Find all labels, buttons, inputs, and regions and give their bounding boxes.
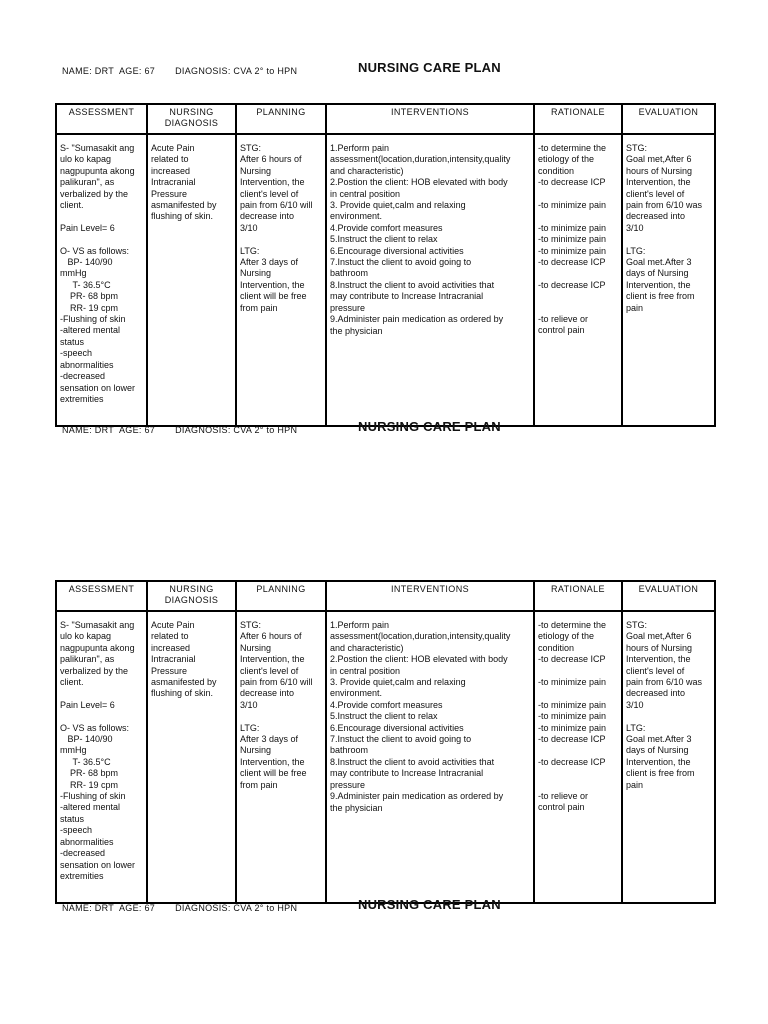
- patient-meta: [62, 903, 297, 913]
- cell-line: mmHg: [60, 745, 87, 756]
- name-age: NAME: DRT AGE: 67: [62, 66, 156, 76]
- cell-line: PR- 68 bpm: [60, 768, 119, 779]
- col-planning: PLANNING: [236, 581, 326, 611]
- cell-line: in central position: [330, 188, 401, 199]
- cell-line: etiology of the: [538, 154, 595, 165]
- cell-line: may contribute to Increase Intracranial: [330, 291, 484, 302]
- cell-line: the physician: [330, 802, 383, 813]
- col-nursing-diagnosis: NURSING DIAGNOSIS: [147, 581, 236, 611]
- cell-line: Goal met.After 3: [626, 257, 692, 268]
- cell-line: pressure: [330, 779, 366, 790]
- cell-line: [60, 688, 143, 699]
- col-evaluation: EVALUATION: [622, 581, 715, 611]
- cell-line: [60, 234, 143, 245]
- cell-line: status: [60, 336, 85, 347]
- cell-line: -to minimize pain: [538, 699, 607, 710]
- cell-line: STG:: [626, 620, 648, 630]
- cell-line: Pain Level= 6: [60, 222, 115, 233]
- cell-line: -decreased: [60, 848, 106, 859]
- cell-line: assessment(location,duration,intensity,quality: [330, 631, 511, 642]
- col-interventions: INTERVENTIONS: [326, 104, 534, 134]
- cell-line: client will be free: [240, 291, 307, 302]
- cell-line: asmanifested by: [151, 677, 217, 688]
- cell-line: LTG:: [240, 245, 260, 256]
- patient-meta: [62, 66, 297, 76]
- cell-line: S- "Sumasakit ang: [60, 620, 135, 630]
- cell-line: flushing of skin.: [151, 688, 214, 699]
- cell-line: Intracranial: [151, 654, 196, 665]
- cell-line: verbalized by the: [60, 188, 129, 199]
- cell-line: 3/10: [240, 699, 258, 710]
- cell-line: environment.: [330, 688, 383, 699]
- cell-line: asmanifested by: [151, 200, 217, 211]
- cell-line: client will be free: [240, 768, 307, 779]
- cell-line: 6.Encourage diversional activities: [330, 245, 464, 256]
- cell-line: decreased into: [626, 211, 686, 222]
- diagnosis-text: DIAGNOSIS: CVA 2° to HPN: [175, 903, 298, 913]
- cell-line: Intervention, the: [240, 177, 305, 188]
- cell-line: ulo ko kapag: [60, 154, 112, 165]
- cell-line: STG:: [240, 143, 262, 153]
- cell-line: decreased into: [626, 688, 686, 699]
- cell-line: extremities: [60, 393, 104, 404]
- cell-line: hours of Nursing: [626, 165, 693, 176]
- cell-line: from pain: [240, 779, 278, 790]
- cell-line: -to relieve or: [538, 791, 589, 802]
- cell-line: 8.Instruct the client to avoid activities that: [330, 756, 495, 767]
- cell-line: Intervention, the: [240, 756, 305, 767]
- diagnosis-text: DIAGNOSIS: CVA 2° to HPN: [175, 66, 298, 76]
- cell-line: decrease into: [240, 211, 295, 222]
- cell-line: [538, 768, 618, 779]
- cell-line: mmHg: [60, 268, 87, 279]
- cell-line: 8.Instruct the client to avoid activities that: [330, 279, 495, 290]
- cell-line: condition: [538, 165, 575, 176]
- cell-line: environment.: [330, 211, 383, 222]
- cell-line: RR- 19 cpm: [60, 302, 119, 313]
- cell-line: the physician: [330, 325, 383, 336]
- evaluation-cell: [622, 134, 715, 426]
- cell-line: Goal met,After 6: [626, 154, 692, 165]
- cell-line: 5.Instruct the client to relax: [330, 234, 438, 245]
- cell-line: After 3 days of: [240, 257, 299, 268]
- cell-line: 2.Postion the client: HOB elevated with body: [330, 177, 508, 188]
- cell-line: status: [60, 813, 85, 824]
- cell-line: bathroom: [330, 745, 369, 756]
- rationale-cell: [534, 611, 622, 903]
- table-row: [56, 611, 715, 903]
- cell-line: 3/10: [626, 699, 644, 710]
- cell-line: client's level of: [240, 188, 299, 199]
- cell-line: 2.Postion the client: HOB elevated with body: [330, 654, 508, 665]
- rationale-cell: [534, 134, 622, 426]
- cell-line: After 6 hours of: [240, 631, 302, 642]
- cell-line: client's level of: [626, 665, 685, 676]
- cell-line: -speech: [60, 348, 93, 359]
- cell-line: [538, 666, 618, 677]
- cell-line: client's level of: [240, 665, 299, 676]
- cell-line: Intervention, the: [626, 756, 691, 767]
- cell-line: Pain Level= 6: [60, 699, 115, 710]
- patient-meta: [62, 425, 297, 435]
- cell-line: Nursing: [240, 642, 272, 653]
- cell-line: pain: [626, 302, 644, 313]
- cell-line: Acute Pain: [151, 620, 195, 630]
- cell-line: T- 36.5°C: [60, 279, 111, 290]
- cell-line: -altered mental: [60, 802, 121, 813]
- cell-line: BP- 140/90: [60, 257, 113, 268]
- cell-line: increased: [151, 165, 191, 176]
- cell-line: Goal met,After 6: [626, 631, 692, 642]
- col-rationale: RATIONALE: [534, 104, 622, 134]
- cell-line: 7.Instuct the client to avoid going to: [330, 734, 472, 745]
- col-planning: PLANNING: [236, 104, 326, 134]
- cell-line: Intervention, the: [626, 654, 691, 665]
- cell-line: client's level of: [626, 188, 685, 199]
- cell-line: LTG:: [626, 722, 646, 733]
- cell-line: days of Nursing: [626, 745, 689, 756]
- page-header-3: [0, 897, 768, 917]
- cell-line: 4.Provide comfort measures: [330, 222, 443, 233]
- cell-line: 1.Perform pain: [330, 620, 390, 630]
- cell-line: verbalized by the: [60, 665, 129, 676]
- col-nursing-diagnosis: NURSING DIAGNOSIS: [147, 104, 236, 134]
- cell-line: [538, 189, 618, 200]
- cell-line: [60, 211, 143, 222]
- cell-line: ulo ko kapag: [60, 631, 112, 642]
- cell-line: [538, 211, 618, 222]
- cell-line: -to decrease ICP: [538, 177, 606, 188]
- cell-line: pain from 6/10 will: [240, 200, 313, 211]
- cell-line: Acute Pain: [151, 143, 195, 153]
- cell-line: 1.Perform pain: [330, 143, 390, 153]
- cell-line: Intervention, the: [240, 279, 305, 290]
- cell-line: [538, 688, 618, 699]
- cell-line: control pain: [538, 325, 585, 336]
- page-header-2: [0, 419, 768, 439]
- cell-line: in central position: [330, 665, 401, 676]
- cell-line: -to decrease ICP: [538, 734, 606, 745]
- cell-line: [538, 268, 618, 279]
- cell-line: PR- 68 bpm: [60, 291, 119, 302]
- col-interventions: INTERVENTIONS: [326, 581, 534, 611]
- cell-line: bathroom: [330, 268, 369, 279]
- cell-line: -to minimize pain: [538, 711, 607, 722]
- cell-line: -Flushing of skin: [60, 314, 126, 325]
- cell-line: -to minimize pain: [538, 200, 607, 211]
- care-plan-table-2: [55, 580, 716, 904]
- cell-line: T- 36.5°C: [60, 756, 111, 767]
- cell-line: -decreased: [60, 371, 106, 382]
- assessment-cell: [56, 134, 147, 426]
- cell-line: -to decrease ICP: [538, 279, 606, 290]
- planning-cell: [236, 134, 326, 426]
- cell-line: pressure: [330, 302, 366, 313]
- cell-line: LTG:: [626, 245, 646, 256]
- cell-line: 3/10: [240, 222, 258, 233]
- cell-line: Intervention, the: [240, 654, 305, 665]
- cell-line: O- VS as follows:: [60, 722, 130, 733]
- cell-line: 5.Instruct the client to relax: [330, 711, 438, 722]
- cell-line: from pain: [240, 302, 278, 313]
- diagnosis-cell: [147, 611, 236, 903]
- cell-line: -Flushing of skin: [60, 791, 126, 802]
- cell-line: Nursing: [240, 268, 272, 279]
- cell-line: Pressure: [151, 665, 188, 676]
- cell-line: palikuran", as: [60, 177, 115, 188]
- cell-line: etiology of the: [538, 631, 595, 642]
- cell-line: abnormalities: [60, 836, 114, 847]
- cell-line: decrease into: [240, 688, 295, 699]
- cell-line: client.: [60, 677, 84, 688]
- page-title: NURSING CARE PLAN: [358, 419, 501, 434]
- page-title: NURSING CARE PLAN: [358, 897, 501, 912]
- cell-line: 9.Administer pain medication as ordered by: [330, 791, 504, 802]
- cell-line: -to relieve or: [538, 314, 589, 325]
- cell-line: may contribute to Increase Intracranial: [330, 768, 484, 779]
- cell-line: BP- 140/90: [60, 734, 113, 745]
- cell-line: pain from 6/10 was: [626, 200, 703, 211]
- cell-line: and characteristic): [330, 642, 404, 653]
- cell-line: 9.Administer pain medication as ordered by: [330, 314, 504, 325]
- cell-line: related to: [151, 631, 189, 642]
- cell-line: -to minimize pain: [538, 234, 607, 245]
- cell-line: hours of Nursing: [626, 642, 693, 653]
- cell-line: Intracranial: [151, 177, 196, 188]
- cell-line: Pressure: [151, 188, 188, 199]
- cell-line: -to decrease ICP: [538, 257, 606, 268]
- cell-line: [538, 291, 618, 302]
- table-header-row: [56, 104, 715, 134]
- cell-line: condition: [538, 642, 575, 653]
- col-evaluation: EVALUATION: [622, 104, 715, 134]
- page-header-1: [0, 60, 768, 80]
- cell-line: Nursing: [240, 745, 272, 756]
- cell-line: After 3 days of: [240, 734, 299, 745]
- cell-line: sensation on lower: [60, 859, 136, 870]
- cell-line: related to: [151, 154, 189, 165]
- cell-line: sensation on lower: [60, 382, 136, 393]
- care-plan-table-1: [55, 103, 716, 427]
- cell-line: RR- 19 cpm: [60, 779, 119, 790]
- cell-line: 3. Provide quiet,calm and relaxing: [330, 677, 466, 688]
- cell-line: [60, 711, 143, 722]
- cell-line: 3. Provide quiet,calm and relaxing: [330, 200, 466, 211]
- cell-line: increased: [151, 642, 191, 653]
- cell-line: flushing of skin.: [151, 211, 214, 222]
- cell-line: -speech: [60, 825, 93, 836]
- cell-line: nagpupunta akong: [60, 165, 135, 176]
- table-header-row: [56, 581, 715, 611]
- name-age: NAME: DRT AGE: 67: [62, 425, 156, 435]
- cell-line: assessment(location,duration,intensity,quality: [330, 154, 511, 165]
- diagnosis-text: DIAGNOSIS: CVA 2° to HPN: [175, 425, 298, 435]
- col-rationale: RATIONALE: [534, 581, 622, 611]
- cell-line: Intervention, the: [626, 177, 691, 188]
- diagnosis-cell: [147, 134, 236, 426]
- cell-line: Goal met.After 3: [626, 734, 692, 745]
- interventions-cell: [326, 134, 534, 426]
- cell-line: client is free from: [626, 768, 695, 779]
- cell-line: [538, 303, 618, 314]
- cell-line: [538, 745, 618, 756]
- cell-line: -to minimize pain: [538, 245, 607, 256]
- cell-line: palikuran", as: [60, 654, 115, 665]
- cell-line: pain: [626, 779, 644, 790]
- cell-line: abnormalities: [60, 359, 114, 370]
- cell-line: -to minimize pain: [538, 222, 607, 233]
- page-title: NURSING CARE PLAN: [358, 60, 501, 75]
- cell-line: -to decrease ICP: [538, 654, 606, 665]
- assessment-cell: [56, 611, 147, 903]
- cell-line: -to determine the: [538, 620, 607, 630]
- planning-cell: [236, 611, 326, 903]
- cell-line: nagpupunta akong: [60, 642, 135, 653]
- cell-line: Intervention, the: [626, 279, 691, 290]
- cell-line: After 6 hours of: [240, 154, 302, 165]
- interventions-cell: [326, 611, 534, 903]
- cell-line: -to determine the: [538, 143, 607, 153]
- cell-line: [240, 234, 322, 245]
- cell-line: 7.Instuct the client to avoid going to: [330, 257, 472, 268]
- cell-line: pain from 6/10 was: [626, 677, 703, 688]
- cell-line: [240, 711, 322, 722]
- name-age: NAME: DRT AGE: 67: [62, 903, 156, 913]
- cell-line: [538, 780, 618, 791]
- cell-line: LTG:: [240, 722, 260, 733]
- col-assessment: ASSESSMENT: [56, 104, 147, 134]
- cell-line: S- "Sumasakit ang: [60, 143, 135, 153]
- table-row: [56, 134, 715, 426]
- cell-line: [626, 711, 711, 722]
- cell-line: client is free from: [626, 291, 695, 302]
- cell-line: 4.Provide comfort measures: [330, 699, 443, 710]
- cell-line: Nursing: [240, 165, 272, 176]
- evaluation-cell: [622, 611, 715, 903]
- cell-line: [626, 234, 711, 245]
- cell-line: client.: [60, 200, 84, 211]
- cell-line: -to minimize pain: [538, 677, 607, 688]
- cell-line: control pain: [538, 802, 585, 813]
- cell-line: days of Nursing: [626, 268, 689, 279]
- cell-line: extremities: [60, 870, 104, 881]
- cell-line: STG:: [626, 143, 648, 153]
- cell-line: 6.Encourage diversional activities: [330, 722, 464, 733]
- cell-line: -to minimize pain: [538, 722, 607, 733]
- cell-line: O- VS as follows:: [60, 245, 130, 256]
- cell-line: STG:: [240, 620, 262, 630]
- cell-line: pain from 6/10 will: [240, 677, 313, 688]
- col-assessment: ASSESSMENT: [56, 581, 147, 611]
- cell-line: 3/10: [626, 222, 644, 233]
- cell-line: and characteristic): [330, 165, 404, 176]
- cell-line: -to decrease ICP: [538, 756, 606, 767]
- cell-line: -altered mental: [60, 325, 121, 336]
